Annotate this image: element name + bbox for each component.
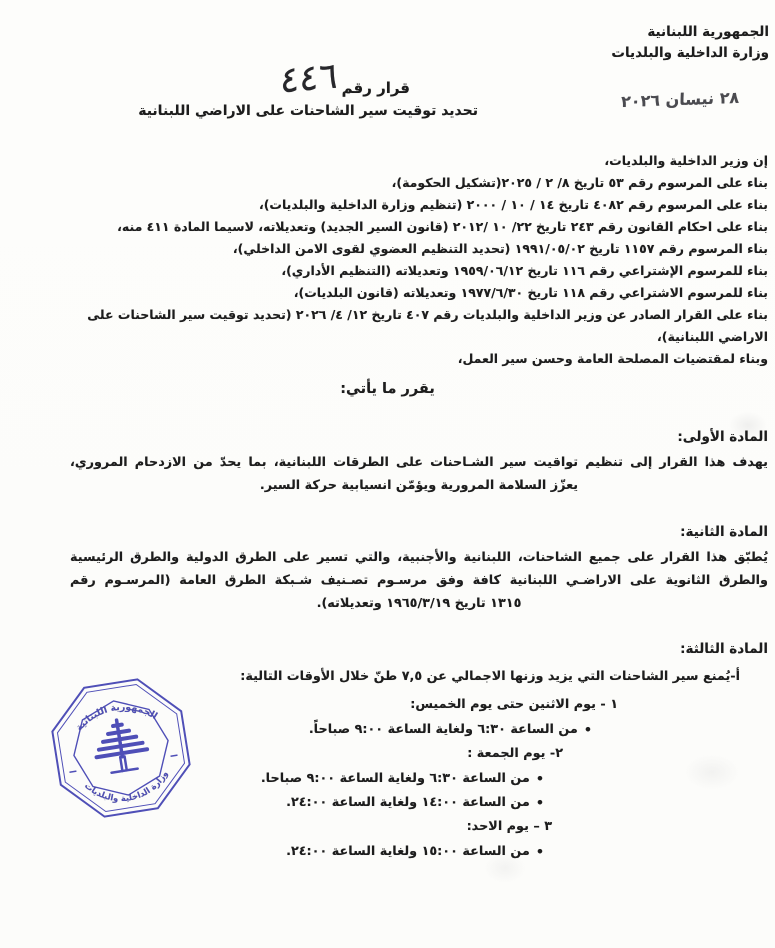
decree-label: قرار رقم — [341, 79, 410, 97]
preamble-line: وبناء لمقتضيات المصلحة العامة وحسن سير العمل، — [457, 351, 768, 366]
article-3-intro: أ-يُمنع سير الشاحنات التي يزيد وزنها الاجمالي عن ٧,٥ طنّ خلال الأوقات التالية: — [240, 669, 740, 684]
decree-subtitle: تحديد توقيت سير الشاحنات على الاراضي اللبنانية — [138, 103, 478, 119]
schedule-bullet-text: من الساعة ١٥:٠٠ ولغاية الساعة ٢٤:٠٠. — [286, 844, 530, 859]
seal-top-text: الجمهورية اللبنانية — [73, 701, 160, 734]
article-2-title: المادة الثانية: — [680, 524, 768, 540]
schedule-bullet-text: من الساعة ١٤:٠٠ ولغاية الساعة ٢٤:٠٠. — [286, 795, 530, 810]
article-2-line: ١٣١٥ تاريخ ١٩٦٥/٣/١٩ وتعديلاته). — [316, 596, 522, 611]
letterhead-republic: الجمهورية اللبنانية — [647, 24, 769, 40]
bullet-icon: • — [535, 772, 544, 787]
schedule-item-label: ٢- يوم الجمعة : — [467, 746, 563, 761]
ministry-seal — [35, 661, 207, 835]
preamble-line: إن وزير الداخلية والبلديات، — [604, 153, 768, 168]
schedule-bullet-text: من الساعة ٦:٣٠ ولغاية الساعة ٩:٠٠ صباحا. — [260, 771, 530, 786]
article-1 — [70, 426, 768, 497]
preamble-line: بناء على المرسوم رقم ٥٣ تاريخ ٨/ ٢ / ٢٠٢٥(تشكيل الحكومة)، — [391, 175, 768, 190]
preamble-line: بناء المرسوم رقم ١١٥٧ تاريخ ١٩٩١/٠٥/٠٢ (تحديد التنظيم العضوي لقوى الامن الداخلي)، — [232, 241, 768, 256]
preamble-line: بناء على القرار الصادر عن وزير الداخلية والبلديات رقم ٤٠٧ تاريخ ١٢/ ٤/ ٢٠٢٦ (تحديد توقيت سير الشاحنات على — [87, 307, 768, 322]
bullet-icon: • — [583, 723, 592, 738]
seal-right-dash — [171, 755, 178, 756]
schedule-bullet — [70, 840, 768, 864]
preamble — [70, 150, 768, 370]
preamble-line: بناء على المرسوم رقم ٤٠٨٢ تاريخ ١٤ / ١٠ / ٢٠٠٠ (تنظيم وزارة الداخلية والبلديات)، — [258, 197, 768, 212]
article-1-line: يهدف هذا القرار إلى تنظيم تواقيت سير الشـاحنات على الطرقات اللبنانية، بما يحدّ من الازدحام المروري، — [70, 455, 768, 470]
article-1-line: يعزّز السلامة المرورية ويؤمّن انسيابية حركة السير. — [259, 478, 579, 493]
seal-bottom-text: وزارة الداخلية والبلديات — [82, 768, 170, 804]
bullet-icon: • — [535, 845, 544, 860]
preamble-line: الاراضي اللبنانية)، — [657, 329, 768, 344]
article-1-title: المادة الأولى: — [677, 429, 768, 445]
schedule-item-label: ١ - يوم الاثنين حتى يوم الخميس: — [410, 697, 618, 712]
bullet-icon: • — [535, 796, 544, 811]
preamble-line: بناء للمرسوم الإشتراعي رقم ١١٦ تاريخ ١٩٥٩/٠٦/١٢ وتعديلاته (التنظيم الأداري)، — [281, 263, 768, 278]
article-3-title: المادة الثالثة: — [680, 641, 768, 657]
letterhead — [611, 22, 769, 64]
seal-left-dash — [69, 771, 76, 772]
preamble-line: بناء على احكام القانون رقم ٢٤٣ تاريخ ٢٢/ ١٠ /٢٠١٢ (قانون السير الجديد) وتعديلاته، لاسيما المادة ٤١١ منه، — [117, 219, 768, 234]
cedar-icon — [91, 716, 150, 775]
schedule-item-label: ٣ – يوم الاحد: — [466, 819, 552, 834]
letterhead-ministry: وزارة الداخلية والبلديات — [611, 45, 769, 61]
decree-number-handwritten: ٤٤٦ — [279, 55, 339, 102]
decision-heading: يقرر ما يأتي: — [340, 381, 435, 397]
date-stamp: ٢٨ نيسان ٢٠٢٦ — [620, 87, 740, 112]
schedule-bullet-text: من الساعة ٦:٣٠ ولغاية الساعة ٩:٠٠ صباحاً. — [308, 722, 578, 737]
preamble-line: بناء للمرسوم الاشتراعي رقم ١١٨ تاريخ ١٩٧٧/٦/٣٠ وتعديلاته (قانون البلديات)، — [293, 285, 768, 300]
article-2-line: يُطبّق هذا القرار على جميع الشاحنات، اللبنانية والأجنبية، والتي تسير على الطرق الدولية والطرق الرئيسية — [70, 550, 768, 565]
article-2-line: والطرق الثانوية على الاراضـي اللبنانية كافة وفق مرسـوم تصـنيف شـبكة الطرق العامة (المرسـوم رقم — [70, 573, 768, 588]
svg-text:وزارة الداخلية والبلديات — [82, 767, 174, 809]
article-2 — [70, 521, 768, 615]
